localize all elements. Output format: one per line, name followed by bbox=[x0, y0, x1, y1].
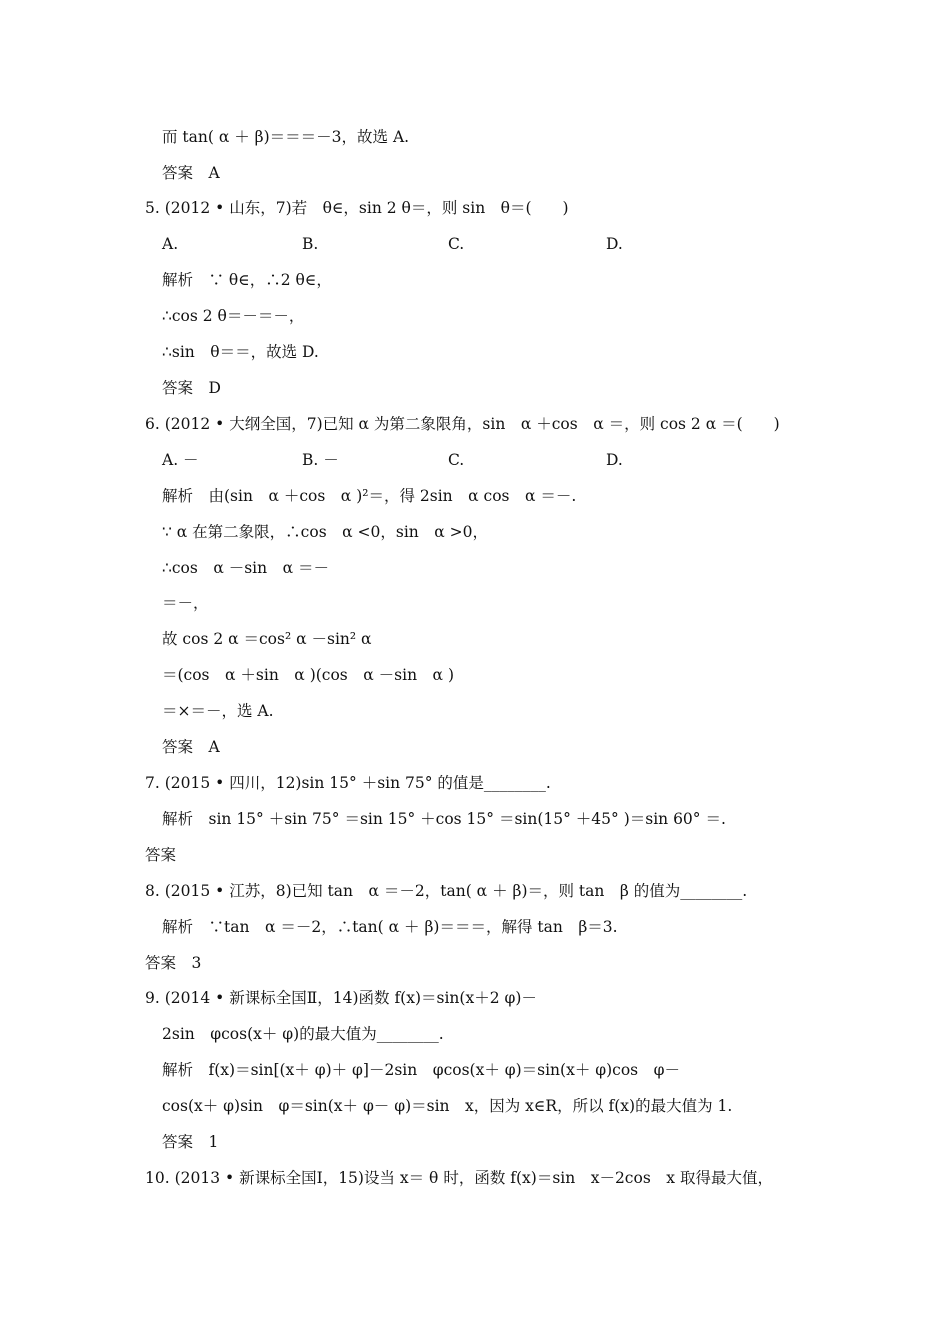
text-line: D. bbox=[606, 235, 623, 253]
text-line: 答案 bbox=[145, 846, 177, 864]
text-line: A. － bbox=[162, 451, 199, 469]
text-line: B. bbox=[302, 235, 319, 253]
text-line: ＝(cos α ＋sin α )(cos α －sin α ) bbox=[162, 666, 454, 684]
text-line: ＝×＝－，选 A. bbox=[162, 702, 274, 720]
text-line: 解析 sin 15° ＋sin 75° ＝sin 15° ＋cos 15° ＝sin(15° ＋45° )＝sin 60° ＝. bbox=[162, 810, 726, 828]
text-line: 答案 D bbox=[162, 379, 221, 397]
text-line: 答案 A bbox=[162, 164, 220, 182]
text-line: 答案 3 bbox=[145, 954, 202, 972]
text-line: cos(x＋ φ)sin φ＝sin(x＋ φ－ φ)＝sin x，因为 x∈R，所以 f(x)的最大值为 1. bbox=[162, 1097, 733, 1115]
text-line: ∴cos 2 θ＝－＝－， bbox=[162, 307, 305, 325]
text-line: C. bbox=[448, 235, 465, 253]
text-line: 答案 1 bbox=[162, 1133, 219, 1151]
text-line: 故 cos 2 α ＝cos² α －sin² α bbox=[162, 630, 372, 648]
text-line: 解析 ∵ θ∈，∴2 θ∈， bbox=[162, 271, 332, 289]
text-line: ∴cos α －sin α ＝－ bbox=[162, 559, 330, 577]
text-line: 8. (2015 • 江苏，8)已知 tan α ＝－2，tan( α ＋ β)＝，则 tan β 的值为________. bbox=[145, 882, 748, 900]
text-line: 9. (2014 • 新课标全国Ⅱ，14)函数 f(x)＝sin(x＋2 φ)－ bbox=[145, 989, 537, 1007]
text-line: ∴sin θ＝＝，故选 D. bbox=[162, 343, 319, 361]
text-line: C. bbox=[448, 451, 465, 469]
text-line: A. bbox=[162, 235, 179, 253]
text-line: B. － bbox=[302, 451, 339, 469]
text-line: 2sin φcos(x＋ φ)的最大值为________. bbox=[162, 1025, 444, 1043]
text-line: 7. (2015 • 四川，12)sin 15° ＋sin 75° 的值是________. bbox=[145, 774, 551, 792]
text-line: D. bbox=[606, 451, 623, 469]
text-line: 解析 f(x)＝sin[(x＋ φ)＋ φ]－2sin φcos(x＋ φ)＝sin(x＋ φ)cos φ－ bbox=[162, 1061, 680, 1079]
text-line: ＝－， bbox=[162, 594, 209, 612]
text-line: 6. (2012 • 大纲全国，7)已知 α 为第二象限角，sin α ＋cos α ＝，则 cos 2 α ＝( ) bbox=[145, 415, 780, 433]
text-line: 答案 A bbox=[162, 738, 220, 756]
text-line: 解析 ∵tan α ＝－2，∴tan( α ＋ β)＝＝＝，解得 tan β＝3. bbox=[162, 918, 618, 936]
text-line: 10. (2013 • 新课标全国Ⅰ，15)设当 x＝ θ 时，函数 f(x)＝sin x－2cos x 取得最大值， bbox=[145, 1169, 773, 1187]
text-line: 而 tan( α ＋ β)＝＝＝－3，故选 A. bbox=[162, 128, 410, 146]
text-line: 5. (2012 • 山东，7)若 θ∈，sin 2 θ＝，则 sin θ＝( ) bbox=[145, 199, 569, 217]
text-line: ∵ α 在第二象限，∴cos α <0，sin α >0， bbox=[162, 523, 489, 541]
text-line: 解析 由(sin α ＋cos α )²＝，得 2sin α cos α ＝－. bbox=[162, 487, 577, 505]
